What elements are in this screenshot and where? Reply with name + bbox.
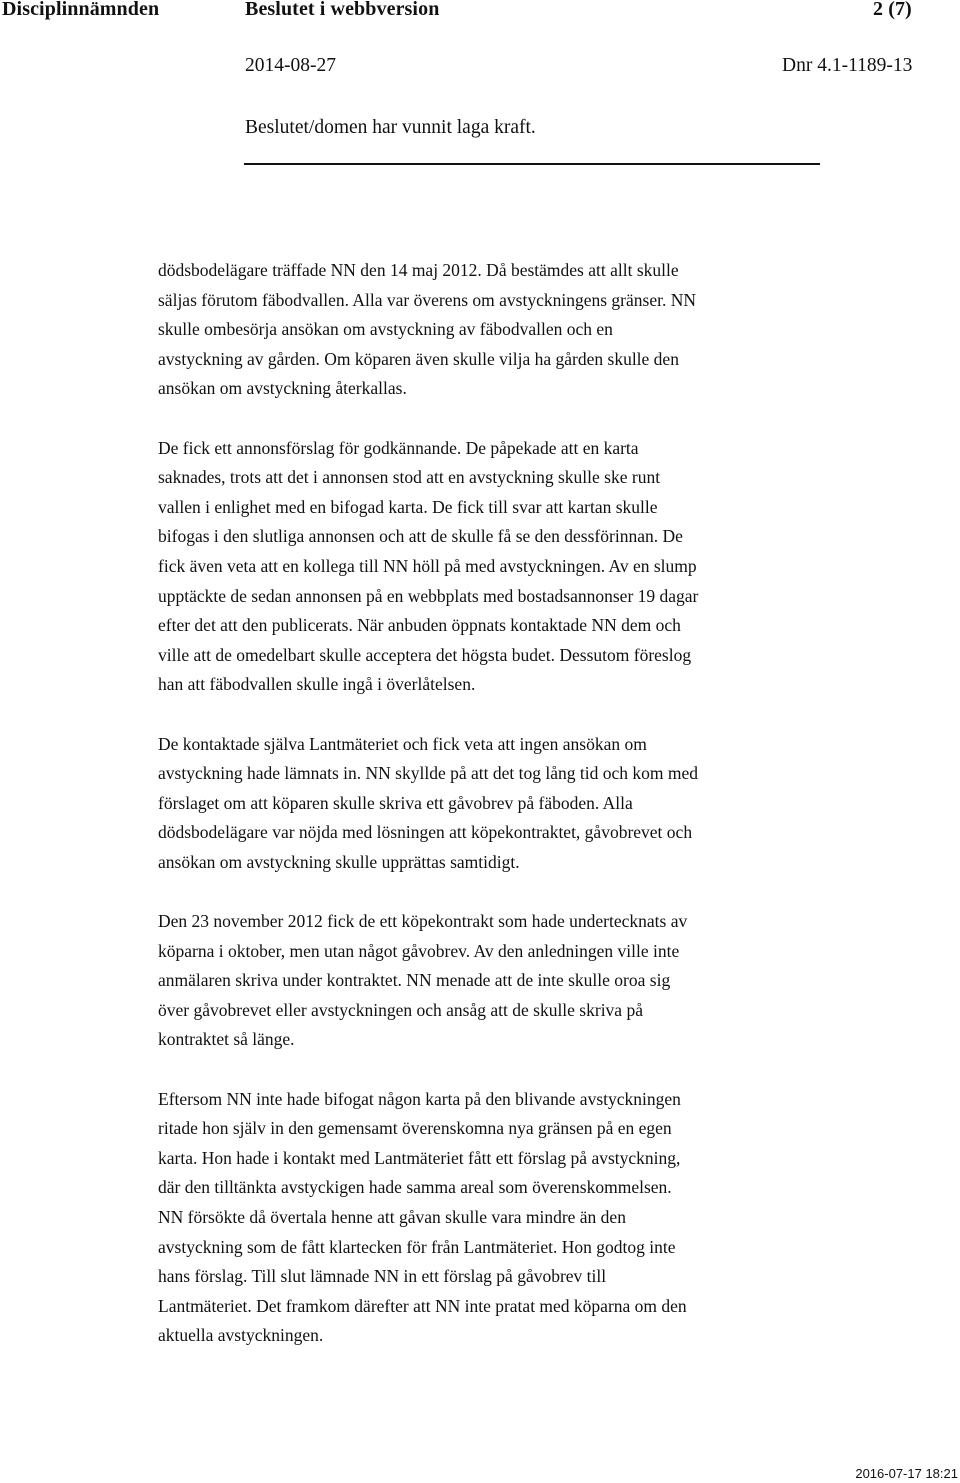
- paragraph-line: över gåvobrevet eller avstyckningen och ansåg att de skulle skriva på: [158, 999, 643, 1020]
- print-timestamp: 2016-07-17 18:21: [855, 1466, 958, 1481]
- paragraph-line: ansökan om avstyckning återkallas.: [158, 378, 407, 399]
- paragraph-line: ritade hon själv in den gemensamt överenskomna nya gränsen på en egen: [158, 1118, 672, 1139]
- paragraph-line: dödsbodelägare träffade NN den 14 maj 2012. Då bestämdes att allt skulle: [158, 260, 679, 280]
- paragraph-line: skulle ombesörja ansökan om avstyckning av fäbodvallen och en: [158, 319, 613, 340]
- paragraph-line: Lantmäteriet. Det framkom därefter att NN inte pratat med köparna om den: [158, 1295, 687, 1316]
- paragraph-line: ville att de omedelbart skulle acceptera det högsta budet. Dessutom föreslog: [158, 644, 692, 665]
- paragraph-line: Eftersom NN inte hade bifogat någon karta på den blivande avstyckningen: [158, 1088, 681, 1109]
- paragraph-line: saknades, trots att det i annonsen stod att en avstyckning skulle ske runt: [158, 467, 661, 488]
- page-header: [0, 0, 960, 22]
- body-paragraph: [158, 907, 788, 1055]
- document-body: [158, 256, 788, 1381]
- paragraph-line: vallen i enlighet med en bifogad karta. De fick till svar att kartan skulle: [158, 496, 658, 517]
- body-paragraph: [158, 434, 788, 700]
- document-date: 2014-08-27: [245, 55, 336, 76]
- paragraph-line: avstyckning hade lämnats in. NN skyllde på att det tog lång tid och kom med: [158, 763, 698, 784]
- paragraph-line: kontraktet så länge.: [158, 1029, 295, 1050]
- paragraph-line: ansökan om avstyckning skulle upprättas samtidigt.: [158, 851, 520, 872]
- paragraph-line: fick även veta att en kollega till NN höll på med avstyckningen. Av en slump: [158, 555, 697, 576]
- paragraph-line: aktuella avstyckningen.: [158, 1325, 324, 1346]
- header-organization: Disciplinnämnden: [2, 0, 160, 20]
- paragraph-line: avstyckning av gården. Om köparen även skulle vilja ha gården skulle den: [158, 348, 679, 369]
- case-number: Dnr 4.1-1189-13: [782, 55, 913, 76]
- paragraph-line: köparna i oktober, men utan något gåvobrev. Av den anledningen ville inte: [158, 940, 680, 961]
- paragraph-line: De fick ett annonsförslag för godkännande. De påpekade att en karta: [158, 437, 639, 458]
- body-paragraph: [158, 730, 788, 878]
- header-divider: [244, 163, 820, 165]
- paragraph-line: NN försökte då övertala henne att gåvan skulle vara mindre än den: [158, 1207, 626, 1227]
- paragraph-line: dödsbodelägare var nöjda med lösningen att köpekontraktet, gåvobrevet och: [158, 822, 693, 843]
- paragraph-line: Den 23 november 2012 fick de ett köpekontrakt som hade undertecknats av: [158, 911, 688, 932]
- paragraph-line: avstyckning som de fått klartecken för från Lantmäteriet. Hon godtog inte: [158, 1236, 676, 1257]
- paragraph-line: efter det att den publicerats. När anbuden öppnats kontaktade NN dem och: [158, 615, 681, 636]
- paragraph-line: bifogas i den slutliga annonsen och att de skulle få se den dessförinnan. De: [158, 526, 683, 547]
- paragraph-line: där den tilltänkta avstyckigen hade samma areal som överenskommelsen.: [158, 1177, 672, 1198]
- body-paragraph: [158, 1085, 788, 1351]
- paragraph-line: karta. Hon hade i kontakt med Lantmäteriet fått ett förslag på avstyckning,: [158, 1147, 681, 1168]
- paragraph-line: säljas förutom fäbodvallen. Alla var överens om avstyckningens gränser. NN: [158, 289, 696, 310]
- paragraph-line: hans förslag. Till slut lämnade NN in ett förslag på gåvobrev till: [158, 1266, 607, 1287]
- paragraph-line: förslaget om att köparen skulle skriva ett gåvobrev på fäboden. Alla: [158, 792, 633, 813]
- header-page-number: 2 (7): [873, 0, 912, 20]
- header-document-type: Beslutet i webbversion: [245, 0, 440, 20]
- paragraph-line: anmälaren skriva under kontraktet. NN menade att de inte skulle oroa sig: [158, 970, 671, 991]
- paragraph-line: De kontaktade själva Lantmäteriet och fick veta att ingen ansökan om: [158, 733, 647, 754]
- legal-force-note: Beslutet/domen har vunnit laga kraft.: [245, 117, 536, 138]
- body-paragraph: [158, 256, 788, 404]
- paragraph-line: han att fäbodvallen skulle ingå i överlåtelsen.: [158, 674, 476, 695]
- paragraph-line: upptäckte de sedan annonsen på en webbplats med bostadsannonser 19 dagar: [158, 585, 699, 606]
